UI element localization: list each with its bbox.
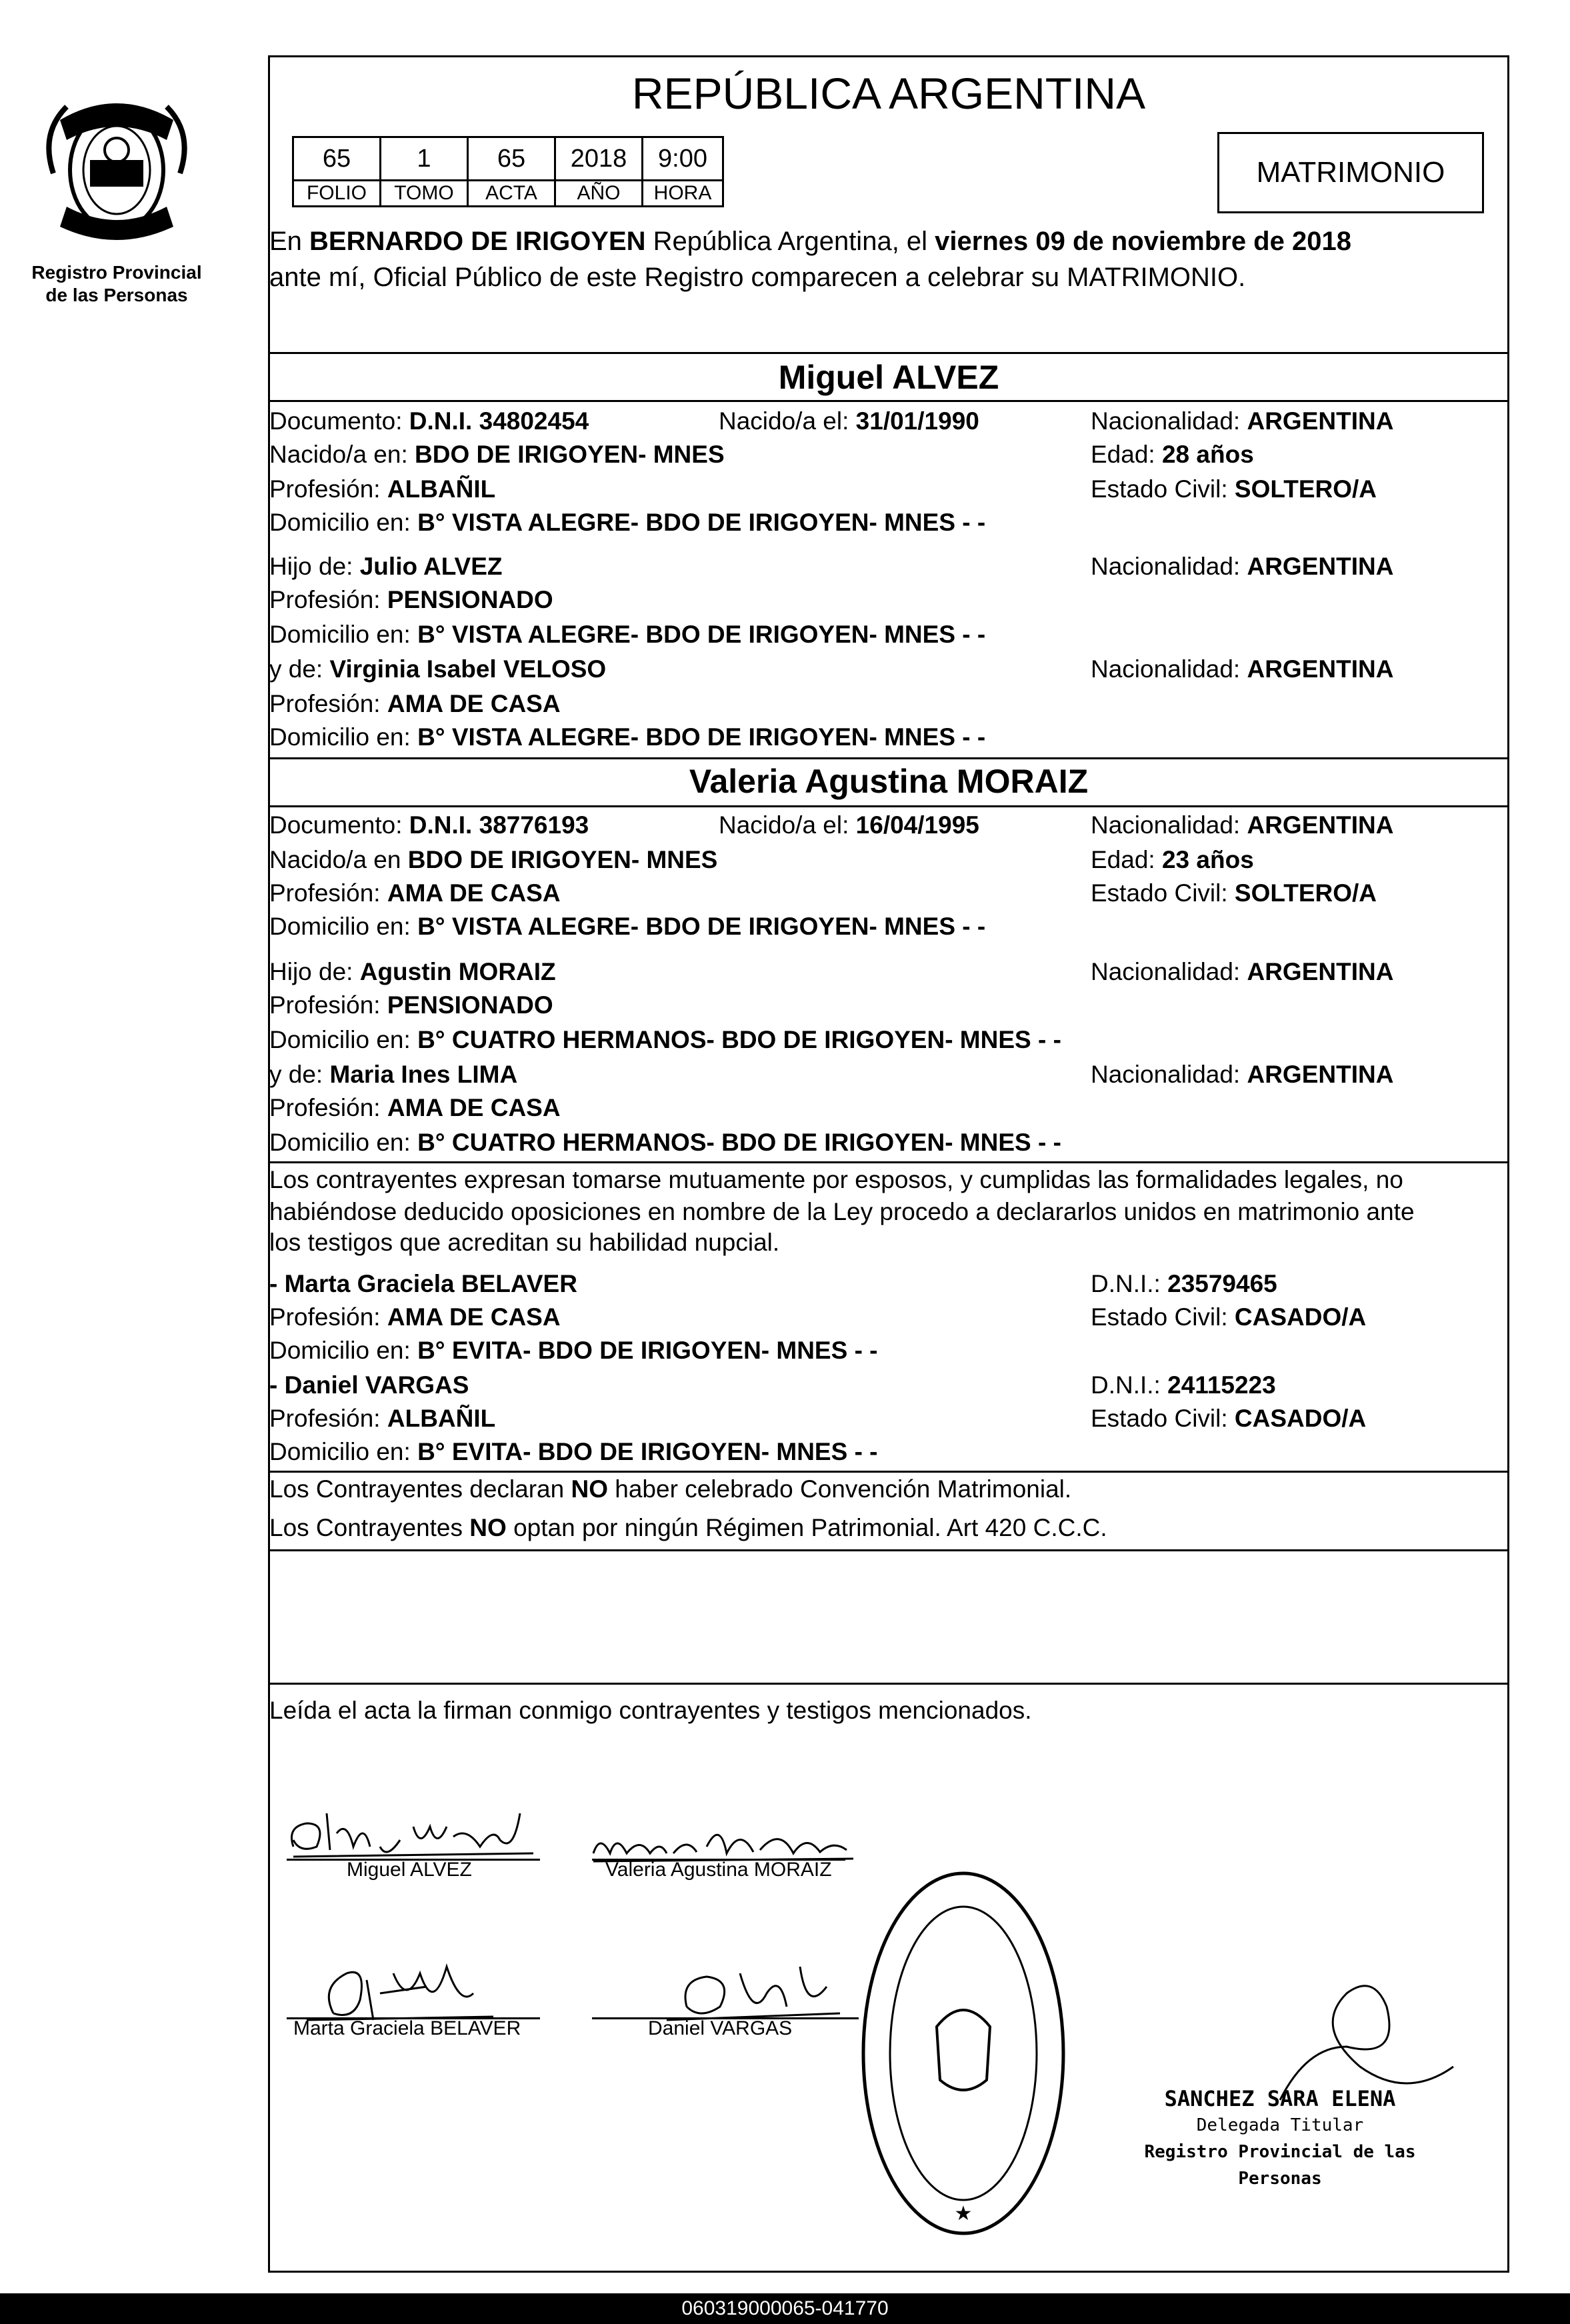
registry-name: Registro Provincial (31, 262, 202, 283)
spouse1-age: Edad: 28 años (1091, 441, 1254, 468)
misiones-emblem (40, 87, 193, 260)
hora-value: 9:00 (643, 137, 723, 181)
svg-text:★: ★ (954, 2203, 973, 2225)
spouse2-age: Edad: 23 años (1091, 846, 1254, 873)
registry-name-2: de las Personas (45, 285, 188, 305)
registrar-office: Registro Provincial de las Personas (1144, 2142, 1416, 2189)
spouse2-father-nationality: Nacionalidad: ARGENTINA (1091, 958, 1394, 985)
spouse1-father-address: Domicilio en: B° VISTA ALEGRE- BDO DE IRIGOYEN- MNES - - (269, 621, 986, 648)
tomo-value: 1 (381, 137, 468, 181)
spouse2-name: Valeria Agustina MORAIZ (689, 763, 1089, 800)
spouse2-birth-place: Nacido/a en BDO DE IRIGOYEN- MNES (269, 846, 718, 873)
spouse1-name: Miguel ALVEZ (778, 359, 999, 396)
document-code: 060319000065-041770 (0, 2293, 1570, 2324)
acta-label: ACTA (468, 181, 555, 207)
spouse1-civil-status: Estado Civil: SOLTERO/A (1091, 475, 1377, 503)
acta-value: 65 (468, 137, 555, 181)
divider (268, 1683, 1509, 1685)
divider (268, 352, 1509, 354)
signature-label-1: Miguel ALVEZ (347, 1859, 472, 1881)
divider (268, 1161, 1509, 1163)
spouse2-father-profession: Profesión: PENSIONADO (269, 991, 553, 1019)
divider (268, 1549, 1509, 1551)
registrar-role: Delegada Titular (1196, 2115, 1364, 2135)
act-type-box: MATRIMONIO (1217, 132, 1484, 213)
spouse1-mother: y de: Virginia Isabel VELOSO (269, 655, 607, 683)
spouse1-birth-date: Nacido/a el: 31/01/1990 (719, 407, 979, 435)
spouse2-mother-profession: Profesión: AMA DE CASA (269, 1094, 561, 1121)
spouse2-mother-address: Domicilio en: B° CUATRO HERMANOS- BDO DE IRIGOYEN- MNES - - (269, 1129, 1061, 1156)
spouse2-nationality: Nacionalidad: ARGENTINA (1091, 811, 1394, 839)
spouse2-mother-nationality: Nacionalidad: ARGENTINA (1091, 1061, 1394, 1088)
folio-label: FOLIO (293, 181, 381, 207)
divider (268, 400, 1509, 402)
spouse2-profession: Profesión: AMA DE CASA (269, 879, 561, 907)
convention-line-2: Los Contrayentes NO optan por ningún Régimen Patrimonial. Art 420 C.C.C. (269, 1514, 1107, 1541)
spouse1-birth-place: Nacido/a en: BDO DE IRIGOYEN- MNES (269, 441, 725, 468)
witness2-name: - Daniel VARGAS (269, 1371, 469, 1399)
signature-label-2: Valeria Agustina MORAIZ (605, 1859, 832, 1881)
convention-line-1: Los Contrayentes declaran NO haber celebrado Convención Matrimonial. (269, 1475, 1072, 1503)
hora-label: HORA (643, 181, 723, 207)
anio-label: AÑO (555, 181, 643, 207)
declaration-line-1: Los contrayentes expresan tomarse mutuamente por esposos, y cumplidas las formalidades legales, no (269, 1166, 1403, 1193)
witness2-dni: D.N.I.: 24115223 (1091, 1371, 1276, 1399)
spouse2-father: Hijo de: Agustin MORAIZ (269, 958, 556, 985)
spouse1-mother-nationality: Nacionalidad: ARGENTINA (1091, 655, 1394, 683)
witness1-civil-status: Estado Civil: CASADO/A (1091, 1303, 1367, 1331)
country-title: REPÚBLICA ARGENTINA (631, 69, 1146, 118)
registrar-name: SANCHEZ SARA ELENA (1164, 2086, 1396, 2111)
registrar-stamp (1127, 2085, 1433, 2192)
witness1-address: Domicilio en: B° EVITA- BDO DE IRIGOYEN- MNES - - (269, 1337, 878, 1364)
record-table (292, 136, 724, 207)
declaration-line-2: habiéndose deducido oposiciones en nombre de la Ley procedo a declararlos unidos en matrimonio ante (269, 1198, 1415, 1225)
intro-line-2: ante mí, Oficial Público de este Registro comparecen a celebrar su MATRIMONIO. (269, 263, 1246, 292)
spouse1-address: Domicilio en: B° VISTA ALEGRE- BDO DE IRIGOYEN- MNES - - (269, 509, 986, 536)
declaration-line-3: los testigos que acreditan su habilidad nupcial. (269, 1229, 780, 1256)
divider (268, 805, 1509, 807)
witness1-dni: D.N.I.: 23579465 (1091, 1270, 1277, 1297)
tomo-label: TOMO (381, 181, 468, 207)
official-round-seal (853, 1860, 1073, 2247)
divider (268, 1471, 1509, 1473)
spouse2-document: Documento: D.N.I. 38776193 (269, 811, 589, 839)
divider (268, 757, 1509, 759)
spouse2-civil-status: Estado Civil: SOLTERO/A (1091, 879, 1377, 907)
closing-text: Leída el acta la firman conmigo contrayentes y testigos mencionados. (269, 1697, 1032, 1724)
intro-line-1: En BERNARDO DE IRIGOYEN República Argentina, el viernes 09 de noviembre de 2018 (269, 227, 1351, 256)
spouse2-father-address: Domicilio en: B° CUATRO HERMANOS- BDO DE IRIGOYEN- MNES - - (269, 1026, 1061, 1053)
witness1-name: - Marta Graciela BELAVER (269, 1270, 577, 1297)
signature-label-4: Daniel VARGAS (648, 2017, 793, 2039)
anio-value: 2018 (555, 137, 643, 181)
spouse1-document: Documento: D.N.I. 34802454 (269, 407, 589, 435)
witness2-profession: Profesión: ALBAÑIL (269, 1405, 496, 1432)
spouse1-father: Hijo de: Julio ALVEZ (269, 553, 503, 580)
folio-value: 65 (293, 137, 381, 181)
witness2-address: Domicilio en: B° EVITA- BDO DE IRIGOYEN- MNES - - (269, 1438, 878, 1465)
spouse1-father-nationality: Nacionalidad: ARGENTINA (1091, 553, 1394, 580)
spouse2-birth-date: Nacido/a el: 16/04/1995 (719, 811, 979, 839)
spouse2-address: Domicilio en: B° VISTA ALEGRE- BDO DE IRIGOYEN- MNES - - (269, 913, 986, 940)
spouse1-nationality: Nacionalidad: ARGENTINA (1091, 407, 1394, 435)
signature-label-3: Marta Graciela BELAVER (293, 2017, 521, 2039)
spouse1-mother-profession: Profesión: AMA DE CASA (269, 690, 561, 717)
witness2-civil-status: Estado Civil: CASADO/A (1091, 1405, 1367, 1432)
spouse1-profession: Profesión: ALBAÑIL (269, 475, 496, 503)
spouse2-mother: y de: Maria Ines LIMA (269, 1061, 518, 1088)
spouse1-mother-address: Domicilio en: B° VISTA ALEGRE- BDO DE IRIGOYEN- MNES - - (269, 723, 986, 751)
spouse1-father-profession: Profesión: PENSIONADO (269, 586, 553, 613)
witness1-profession: Profesión: AMA DE CASA (269, 1303, 561, 1331)
